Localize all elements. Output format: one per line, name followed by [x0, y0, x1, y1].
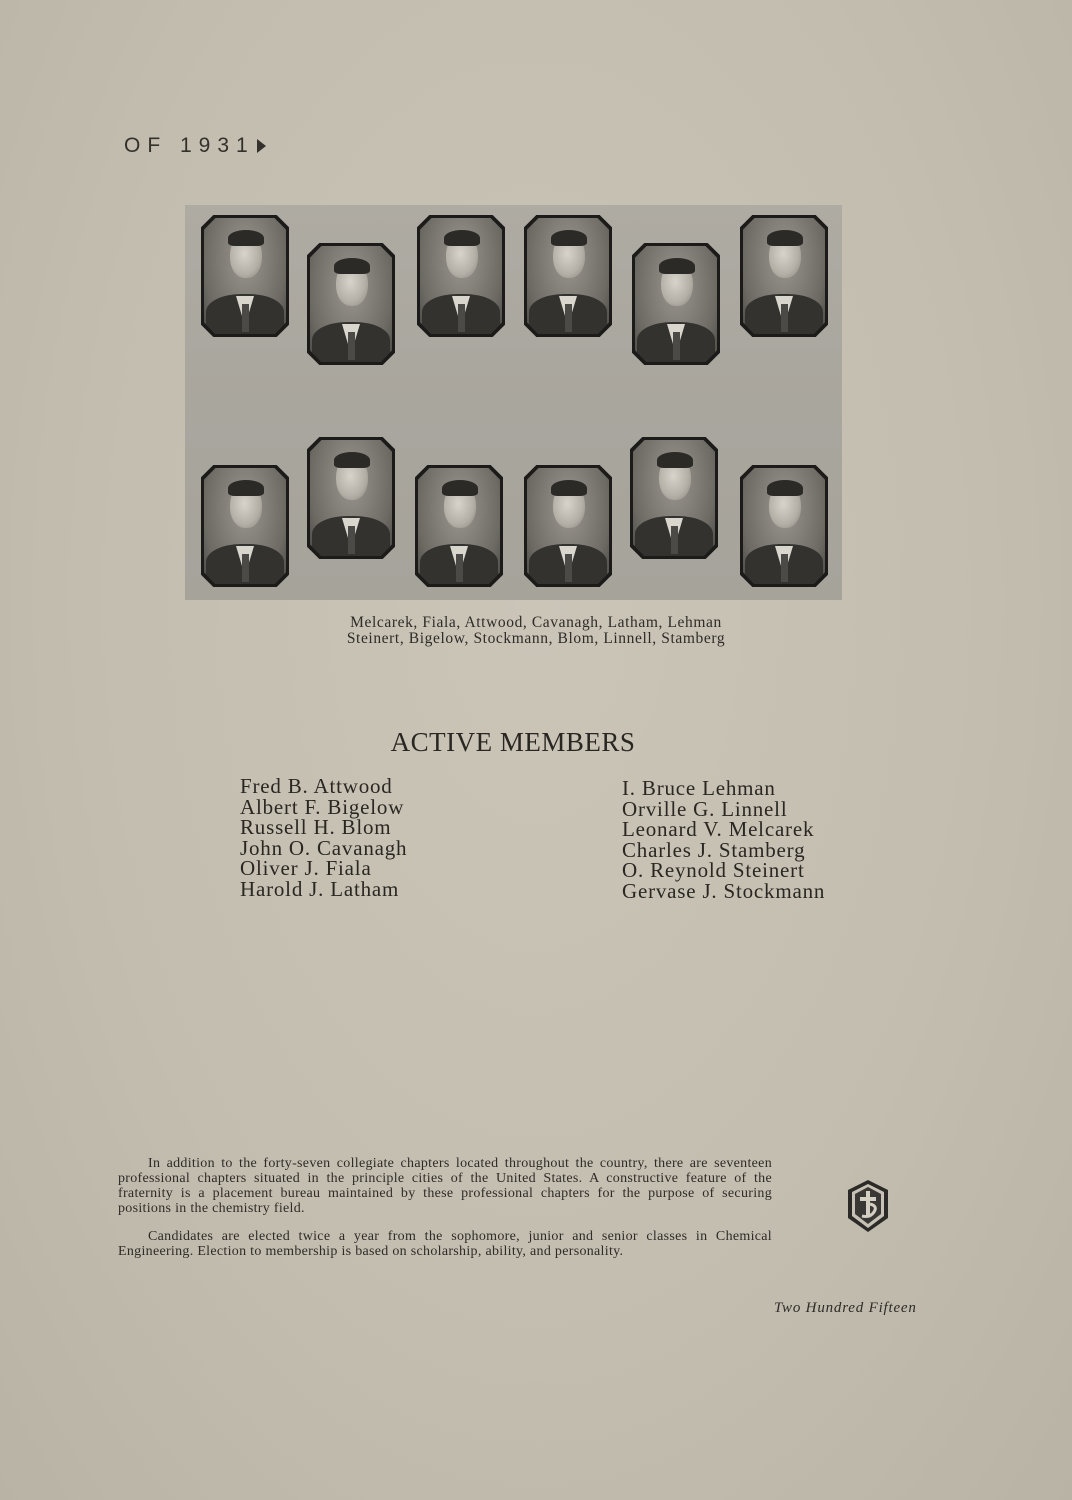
member-name: Charles J. Stamberg	[622, 837, 806, 862]
member-name: Russell H. Blom	[240, 815, 392, 840]
member-name: O. Reynold Steinert	[622, 858, 805, 883]
page-number: Two Hundred Fifteen	[774, 1300, 917, 1316]
portrait-photo	[307, 243, 395, 365]
member-name: Leonard V. Melcarek	[622, 817, 815, 842]
portrait-photo	[740, 465, 828, 587]
member-name: Gervase J. Stockmann	[622, 878, 826, 903]
portrait-photo	[632, 243, 720, 365]
portrait-photo	[630, 437, 718, 559]
body-paragraph-2: Candidates are elected twice a year from the sophomore, junior and senior classes in Chemical Engineering. Election to membership is based on scholarship, ability, and personality.	[118, 1229, 772, 1259]
members-list-left	[240, 776, 407, 900]
member-name: I. Bruce Lehman	[622, 776, 776, 800]
portrait-photo	[740, 215, 828, 337]
header-text: OF 1931	[124, 134, 255, 157]
fraternity-crest-icon	[844, 1178, 892, 1234]
member-name: Harold J. Latham	[240, 876, 400, 901]
member-name: John O. Cavanagh	[240, 835, 408, 860]
portrait-photo	[415, 465, 503, 587]
member-name: Oliver J. Fiala	[240, 856, 372, 881]
portrait-photo	[417, 215, 505, 337]
caption-line-2: Steinert, Bigelow, Stockmann, Blom, Linnell, Stamberg	[346, 630, 726, 647]
page-header	[124, 134, 266, 158]
portrait-photo	[524, 215, 612, 337]
portrait-photo	[307, 437, 395, 559]
member-name: Orville G. Linnell	[622, 796, 788, 821]
group-photo-panel	[185, 205, 842, 600]
body-text	[118, 1156, 772, 1272]
members-list-right	[622, 778, 825, 902]
body-paragraph-1: In addition to the forty-seven collegiate chapters located throughout the country, there are seventeen professional chapters situated in the principle cities of the United States. A constructive feature of the fraternity is a placement bureau maintained by these professional chapters for the purpose of securing positions in the chemistry field.	[118, 1156, 772, 1216]
caption-line-1: Melcarek, Fiala, Attwood, Cavanagh, Latham, Lehman	[350, 614, 722, 631]
right-triangle-icon	[257, 139, 266, 153]
portrait-photo	[524, 465, 612, 587]
member-name: Albert F. Bigelow	[240, 794, 405, 819]
section-title: ACTIVE MEMBERS	[390, 727, 636, 757]
member-name: Fred B. Attwood	[240, 774, 393, 798]
portrait-photo	[201, 215, 289, 337]
portrait-photo	[201, 465, 289, 587]
photo-caption	[0, 615, 1072, 647]
